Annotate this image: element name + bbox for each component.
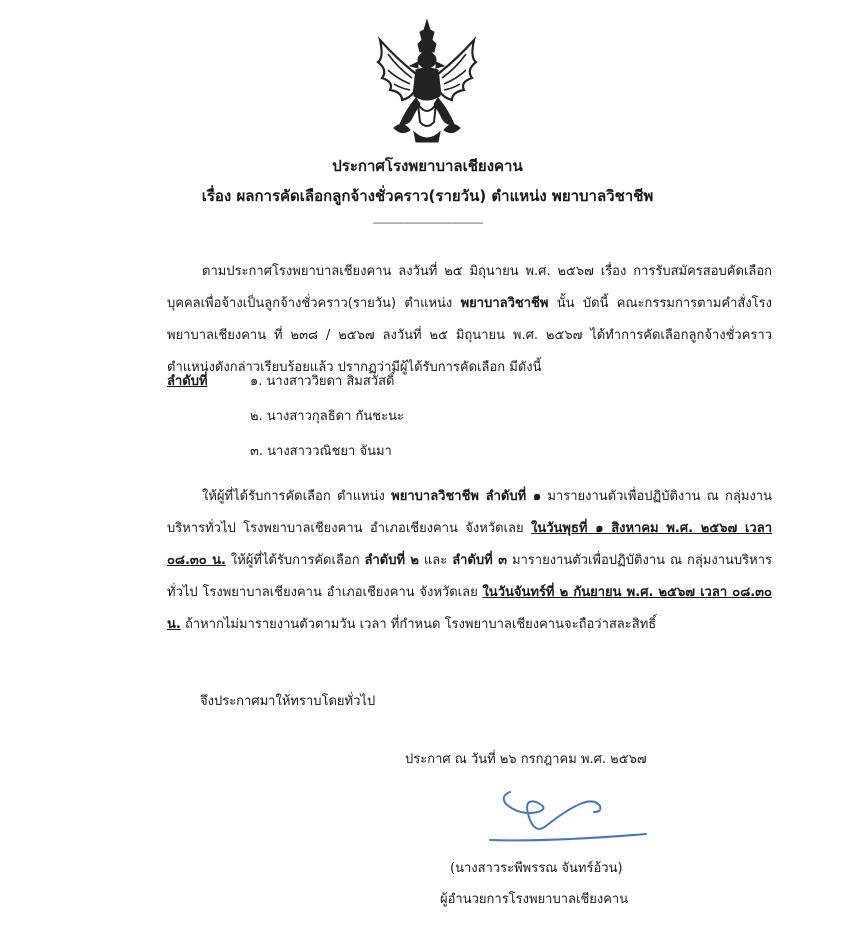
instr-text-i: มารายงานตัวเพื่อปฏิบัติงาน ณ กลุ่มงานบริหารทั่วไป โรงพยาบาลเชียงคาน อำเภอเชียงคาน จังหวัดเลย [167, 553, 773, 600]
instr-text-g: และ [418, 553, 453, 568]
instr-bold-h: ลำดับที่ ๓ [452, 553, 507, 568]
closing-statement: จึงประกาศมาให้ทราบโดยทั่วไป [200, 694, 376, 709]
intro-text-c: นั้น บัดนี้ คณะกรรมการตามคำสั่งโรงพยาบาลเชียงคาน ที่ ๒๓๘ / ๒๕๖๗ ลงวันที่ ๒๕ มิถุนายน พ.ศ. ๒๕๖๗ ได้ทำการคัดเลือกลูกจ้างชั่วคราวตำแหน่งดังกล่าวเรียบร้อยแล้ว ปรากฏว่ามีผู้ได้รับการคัดเลือก มีดังนี้ [167, 296, 772, 375]
intro-text-a: ตามประกาศโรงพยาบาลเชียงคาน ลงวันที่ ๒๕ มิถุนายน พ.ศ. ๒๕๖๗ เรื่อง การรับสมัครสอบคัดเลือกบุคคลเพื่อจ้างเป็นลูกจ้างชั่วคราว(รายวัน) ตำแหน่ง [167, 264, 772, 311]
candidate-item: ๑. นางสาววิยดา สิมสวัสดิ์ [250, 374, 395, 389]
instr-bold-b: พยาบาลวิชาชีพ ลำดับที่ ๑ [391, 489, 542, 504]
divider-line: ------------------------------------- [372, 216, 483, 229]
candidate-item: ๓. นางสาววณิชยา จันมา [250, 444, 392, 459]
announcement-date: ประกาศ ณ วันที่ ๒๖ กรกฎาคม พ.ศ. ๒๕๖๗ [405, 752, 647, 767]
signer-name: (นางสาวระพีพรรณ จันทร์อ้วน) [450, 861, 623, 876]
instr-text-a: ให้ผู้ที่ได้รับการคัดเลือก ตำแหน่ง [202, 489, 392, 504]
announcement-subject: เรื่อง ผลการคัดเลือกลูกจ้างชั่วคราว(รายวัน) ตำแหน่ง พยาบาลวิชาชีพ [201, 187, 654, 205]
signer-position: ผู้อำนวยการโรงพยาบาลเชียงคาน [440, 892, 629, 907]
list-label: ลำดับที่ [167, 374, 208, 389]
paragraph-intro [167, 256, 772, 384]
signature [470, 782, 650, 850]
instr-text-k: ถ้าหากไม่มารายงานตัวตามวัน เวลา ที่กำหนด โรงพยาบาลเชียงคานจะถือว่าสละสิทธิ์ [180, 617, 657, 632]
candidate-item: ๒. นางสาวกุลธิดา กันชะนะ [250, 409, 404, 424]
instr-date-2: ในวันจันทร์ที่ ๒ กันยายน พ.ศ. ๒๕๖๗ เวลา ๐๘.๓๐ น. [167, 585, 772, 632]
paragraph-instructions [167, 481, 772, 641]
garuda-emblem [372, 18, 482, 148]
instr-text-e: ให้ผู้ที่ได้รับการคัดเลือก [225, 553, 365, 568]
instr-bold-f: ลำดับที่ ๒ [364, 553, 419, 568]
instr-text-c: มารายงานตัวเพื่อปฏิบัติงาน ณ กลุ่มงานบริหารทั่วไป โรงพยาบาลเชียงคาน อำเภอเชียงคาน จังหวัดเลย [167, 489, 772, 536]
instr-date-1: ในวันพุธที่ ๑ สิงหาคม พ.ศ. ๒๕๖๗ เวลา ๐๘.๓๐ น. [167, 521, 772, 568]
intro-position-bold: พยาบาลวิชาชีพ [460, 296, 549, 311]
announcement-title: ประกาศโรงพยาบาลเชียงคาน [332, 157, 523, 175]
